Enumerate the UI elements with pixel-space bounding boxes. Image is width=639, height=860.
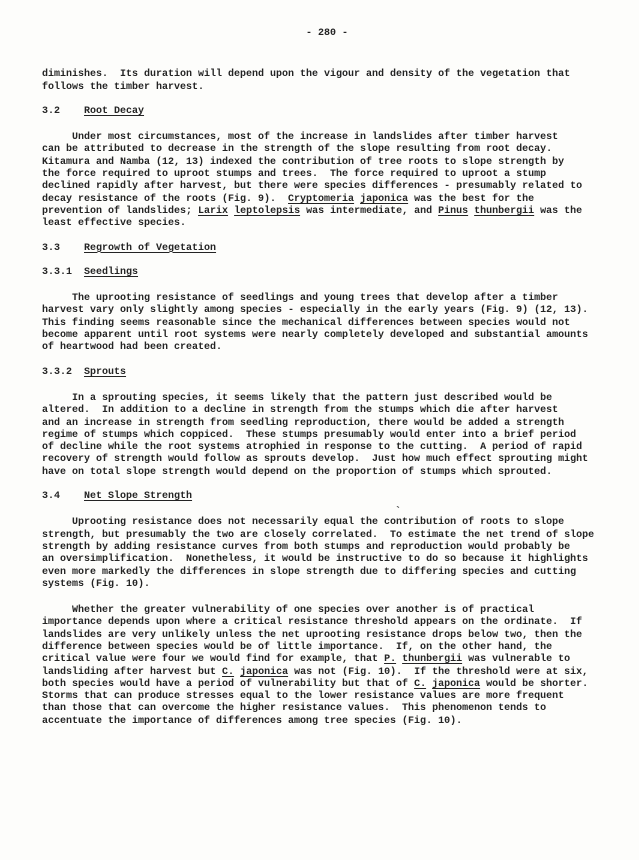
text-segment: 3.4 (42, 491, 85, 503)
text-segment: was intermediate, and (300, 205, 439, 217)
text-segment: was the best for the (408, 193, 535, 205)
text-line (42, 554, 612, 566)
text-line (42, 517, 612, 529)
text-segment: than those that can overcome the higher resistance values. This phenomenon tends to (42, 703, 547, 715)
paragraph (42, 69, 612, 94)
text-line (42, 418, 612, 430)
text-segment: systems (Fig. 10). (42, 578, 151, 590)
section-heading (42, 367, 612, 379)
text-line (42, 703, 612, 715)
text-line (42, 691, 612, 703)
underlined-text: Pinus (438, 205, 469, 217)
text-line (42, 491, 612, 503)
text-line (42, 305, 612, 317)
underlined-text: Larix (198, 205, 229, 217)
text-segment: an oversimplification. Nonetheless, it would be instructive to do so because it highlights (42, 554, 589, 566)
underlined-text: C. (222, 666, 235, 678)
text-segment: recovery of strength would follow as sprouts develop. Just how much effect sprouting might (42, 454, 589, 466)
text-line (42, 318, 612, 330)
text-segment: strength by adding resistance curves from both stumps and reproduction would probably be (42, 541, 571, 553)
text-line (42, 442, 612, 454)
text-segment: the force required to uproot stumps and trees. The force required to uproot a stump (42, 169, 547, 181)
section-heading (42, 243, 612, 255)
text-segment: of decline while the root systems atrophied in response to the cutting. A period of rapid (42, 442, 583, 454)
text-line (42, 169, 612, 181)
text-segment: Storms that can produce stresses equal to the lower resistance values are more frequent (42, 691, 565, 703)
text-segment: both species would have a period of vulnerability but that of (42, 678, 415, 690)
page-number: - 280 - (305, 28, 348, 39)
text-segment: Whether the greater vulnerability of one species over another is of practical (42, 605, 535, 617)
underlined-text: C. (414, 678, 427, 690)
text-line (42, 106, 612, 118)
text-line (42, 243, 612, 255)
text-segment: least effective species. (42, 218, 187, 230)
text-segment: was the (534, 205, 583, 217)
text-segment: decay resistance of the roots (Fig. 9). (42, 193, 289, 205)
text-line (42, 144, 612, 156)
text-segment: can be attributed to decrease in the strength of the slope resulting from root decay. (42, 144, 553, 156)
paragraph (42, 132, 612, 230)
underlined-text: leptolepsis (234, 205, 301, 217)
text-line (42, 69, 612, 81)
text-segment: harvest vary only slightly among species - especially in the early years (Fig. 9) (12, 13). (42, 305, 589, 317)
text-line (42, 194, 612, 206)
text-line (42, 393, 612, 405)
text-line (42, 467, 612, 479)
text-segment: become apparent until root systems were nearly completely developed and substantial amounts (42, 330, 589, 342)
text-segment: even more markedly the differences in slope strength due to differing species and cutting (42, 566, 577, 578)
text-line (42, 82, 612, 94)
text-line (42, 579, 612, 591)
underlined-text: Seedlings (84, 266, 139, 278)
text-segment: diminishes. Its duration will depend upon the vigour and density of the vegetation that (42, 69, 571, 81)
underlined-text: japonica (240, 666, 289, 678)
text-segment: have on total slope strength would depend on the proportion of stumps which sprouted. (42, 466, 553, 478)
text-segment: declined rapidly after harvest, but there were species differences - presumably related to (42, 181, 583, 193)
text-line (42, 157, 612, 169)
text-line (42, 642, 612, 654)
text-segment: 3.3 (42, 242, 85, 254)
text-line (42, 218, 612, 230)
stray-ink-mark: ` (393, 505, 402, 519)
text-line (42, 667, 612, 679)
underlined-text: Sprouts (84, 366, 127, 378)
section-heading (42, 491, 612, 503)
paragraph (42, 517, 612, 591)
text-segment: importance depends upon where a critical resistance threshold appears on the ordinate. If (42, 617, 583, 629)
text-line (42, 679, 612, 691)
text-line (42, 132, 612, 144)
text-segment: follows the timber harvest. (42, 81, 205, 93)
text-line (42, 567, 612, 579)
section-heading (42, 106, 612, 118)
text-line (42, 530, 612, 542)
text-segment: prevention of landslides; (42, 205, 199, 217)
text-line (42, 716, 612, 728)
text-segment: This finding seems reasonable since the mechanical differences between species would not (42, 317, 571, 329)
section-heading (42, 267, 612, 279)
underlined-text: Cryptomeria (288, 193, 355, 205)
text-line (42, 293, 612, 305)
text-segment: altered. In addition to a decline in strength from the stumps which die after harvest (42, 405, 559, 417)
underlined-text: Net Slope Strength (84, 491, 193, 503)
underlined-text: thunbergii (402, 654, 463, 666)
text-segment: 3.3.1 (42, 266, 85, 278)
text-segment: accentuate the importance of differences among tree species (Fig. 10). (42, 715, 463, 727)
document-content (42, 0, 612, 728)
text-line (42, 654, 612, 666)
text-line (42, 617, 612, 629)
paragraph (42, 605, 612, 728)
text-line (42, 454, 612, 466)
text-segment: In a sprouting species, it seems likely that the pattern just described would be (42, 392, 553, 404)
text-line (42, 542, 612, 554)
text-segment: difference between species would be of little importance. If, on the other hand, the (42, 641, 553, 653)
text-line (42, 367, 612, 379)
text-segment: The uprooting resistance of seedlings and young trees that develop after a timber (42, 293, 559, 305)
text-line (42, 330, 612, 342)
text-segment: Under most circumstances, most of the increase in landslides after timber harvest (42, 132, 559, 144)
underlined-text: japonica (432, 678, 481, 690)
text-line (42, 605, 612, 617)
text-segment: Kitamura and Namba (12, 13) indexed the contribution of tree roots to slope strength by (42, 156, 565, 168)
text-line (42, 181, 612, 193)
underlined-text: Root Decay (84, 105, 145, 117)
text-line (42, 405, 612, 417)
underlined-text: thunbergii (474, 205, 535, 217)
text-segment: and an increase in strength from seedling reproduction, there would be added a strength (42, 417, 565, 429)
text-line (42, 267, 612, 279)
text-segment: was vulnerable to (462, 654, 571, 666)
text-segment: landslides are very unlikely unless the net uprooting resistance drops below two, then the (42, 629, 583, 641)
underlined-text: P. (384, 654, 397, 666)
text-segment: landsliding after harvest but (42, 666, 223, 678)
text-segment: Uprooting resistance does not necessarily equal the contribution of roots to slope (42, 517, 565, 529)
underlined-text: Regrowth of Vegetation (84, 242, 217, 254)
text-segment: would be shorter. (480, 678, 589, 690)
paragraph (42, 293, 612, 354)
text-line (42, 206, 612, 218)
text-segment: strength, but presumably the two are closely correlated. To estimate the net trend of slope (42, 529, 595, 541)
text-segment: of heartwood had been created. (42, 342, 223, 354)
text-line (42, 342, 612, 354)
underlined-text: japonica (360, 193, 409, 205)
text-segment: 3.3.2 (42, 366, 85, 378)
text-segment: regime of stumps which coppiced. These stumps presumably would enter into a brief period (42, 429, 577, 441)
text-line (42, 630, 612, 642)
text-segment: critical value were four we would find for example, that (42, 654, 385, 666)
text-segment: was not (Fig. 10). If the threshold were at six, (288, 666, 589, 678)
text-segment: 3.2 (42, 105, 85, 117)
text-line (42, 430, 612, 442)
paragraph (42, 393, 612, 479)
